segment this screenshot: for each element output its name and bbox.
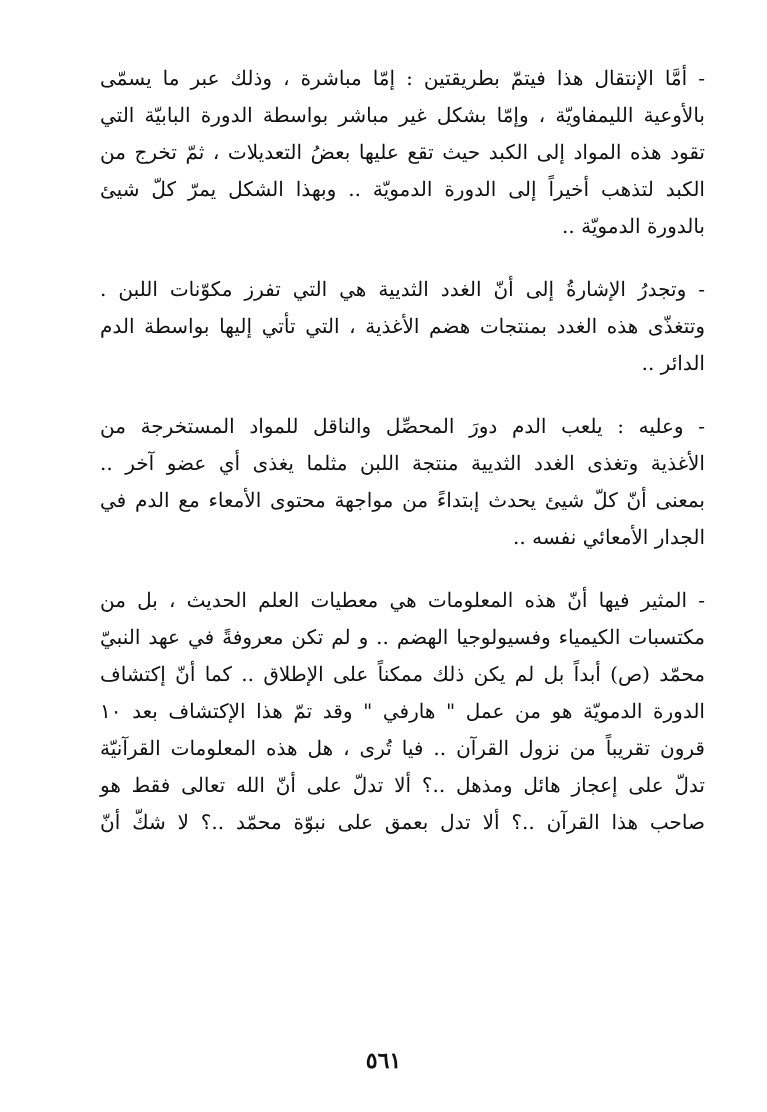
text-line: محمّد (ص) أبداً بل لم يكن ذلك ممكناً على الإطلاق .. كما أنّ إكتشاف [100, 662, 705, 686]
text-line: - وتجدرُ الإشارةُ إلى أنّ الغدد الثديية هي التي تفرز مكوّنات اللبن . [100, 277, 705, 301]
text-line: وتتغذّى هذه الغدد بمنتجات هضم الأغذية ، التي تأتي إليها بواسطة الدم [100, 314, 705, 338]
text-line: مكتسبات الكيمياء وفسيولوجيا الهضم .. و لم تكن معروفةً في عهد النبيّ [100, 625, 705, 649]
text-line: الجدار الأمعائي نفسه .. [513, 525, 705, 549]
text-line: الكبد لتذهب أخيراً إلى الدورة الدمويّة .. وبهذا الشكل يمرّ كلّ شيئ [100, 177, 705, 201]
text-line: - وعليه : يلعب الدم دورَ المحصِّل والناقل للمواد المستخرجة من [100, 414, 705, 438]
text-line: الدورة الدمويّة هو من عمل " هارفي " وقد تمّ هذا الإكتشاف بعد ١٠ [100, 699, 705, 723]
text-line: الأغذية وتغذى الغدد الثديية منتجة اللبن مثلما يغذى أي عضو آخر .. [100, 451, 705, 475]
text-line: صاحب هذا القرآن ..؟ ألا تدل بعمق على نبوّة محمّد ..؟ لا شكّ أنّ [100, 810, 705, 834]
paragraph-blood-role [100, 408, 705, 556]
text-line: بمعنى أنّ كلّ شيئ يحدث إبتداءً من مواجهة محتوى الأمعاء مع الدم في [100, 488, 705, 512]
text-line: بالأوعية الليمفاويّة ، وإمّا بشكل غير مباشر بواسطة الدورة البابيّة التي [100, 103, 705, 127]
page-number: ٥٦١ [365, 1048, 402, 1074]
text-line: قرون تقريباً من نزول القرآن .. فيا تُرى ، هل هذه المعلومات القرآنيّة [100, 736, 705, 760]
text-line: بالدورة الدمويّة .. [562, 214, 705, 238]
paragraph-mammary-glands [100, 271, 705, 382]
text-line: تقود هذه المواد إلى الكبد حيث تقع عليها بعضُ التعديلات ، ثمّ تخرج من [100, 140, 705, 164]
paragraph-miracle [100, 582, 705, 841]
text-line: تدلّ على إعجاز هائل ومذهل ..؟ ألا تدلّ على أنّ الله تعالى فقط هو [100, 773, 705, 797]
paragraph-lymph-transport [100, 60, 705, 245]
page-body [100, 60, 705, 867]
text-line: الدائر .. [641, 351, 705, 375]
text-line: - المثير فيها أنّ هذه المعلومات هي معطيات العلم الحديث ، بل من [100, 588, 705, 612]
text-line: - أمَّا الإنتقال هذا فيتمّ بطريقتين : إمّا مباشرة ، وذلك عبر ما يسمّى [100, 66, 705, 90]
